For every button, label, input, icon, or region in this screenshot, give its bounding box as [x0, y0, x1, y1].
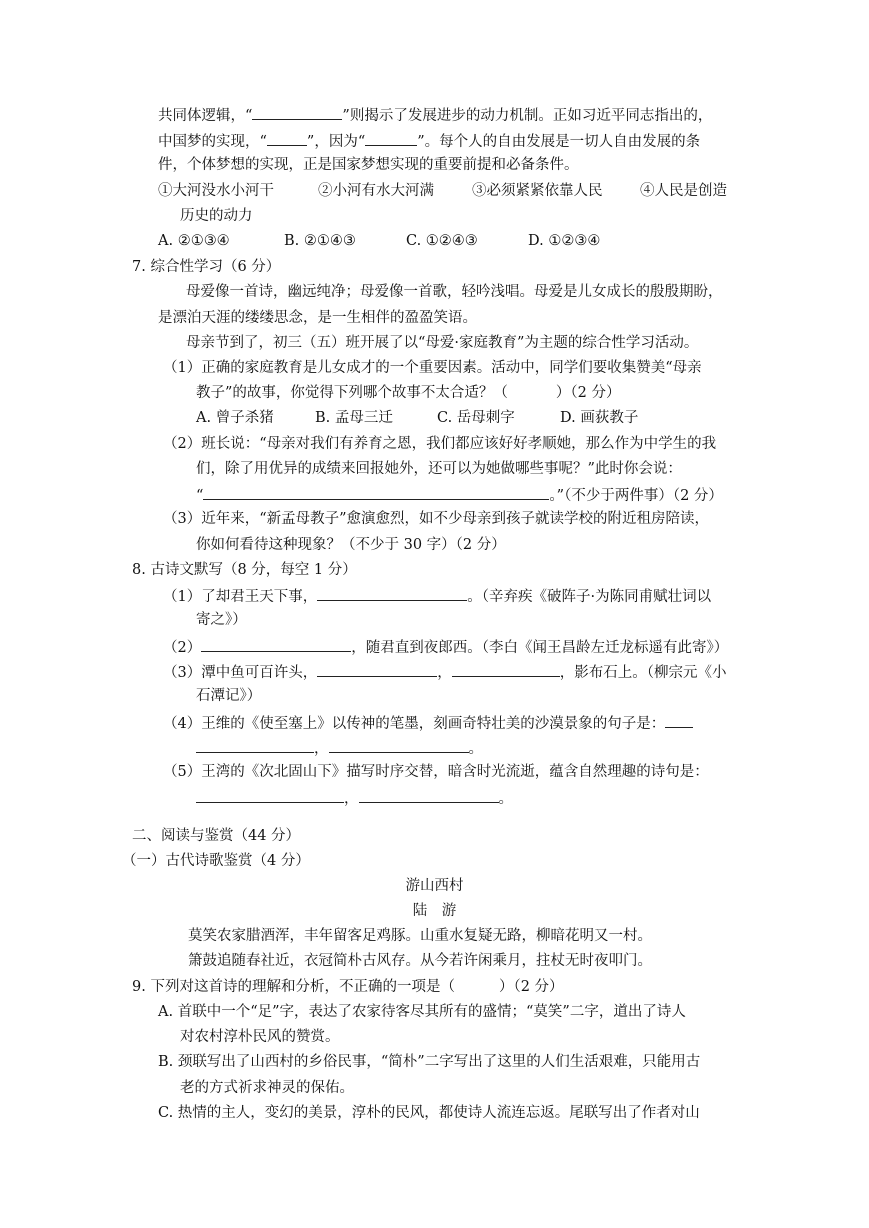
q7-sub1: （1）正确的家庭教育是儿女成才的一个重要因素。活动中，同学们要收集赞美“母亲 — [163, 360, 702, 376]
answer-blank[interactable] — [267, 130, 307, 146]
q7-sub2-answer-line: “ 。”（不少于两件事）（2 分） — [196, 484, 723, 506]
q7-paragraph-1: 母爱像一首诗，幽远纯净；母爱像一首歌，轻吟浅唱。母爱是儿女成长的殷殷期盼， — [186, 284, 723, 300]
q8-sub5-answer-line: ， 。 — [196, 787, 513, 809]
q8-sub4: （4）王维的《使至塞上》以传神的笔墨，刻画奇特壮美的沙漠景象的句子是： — [163, 712, 693, 734]
q6-choice-b[interactable]: B. ②①④③ — [284, 233, 356, 249]
q6-line-1: 共同体逻辑，“ ”则揭示了发展进步的动力机制。正如习近平同志指出的， — [158, 104, 712, 126]
q7-heading: 7. 综合性学习（6 分） — [132, 259, 281, 275]
answer-blank[interactable] — [203, 484, 549, 500]
answer-blank[interactable] — [365, 130, 417, 146]
q9-option-a[interactable]: A. 首联中一个“足”字，表达了农家待客尽其所有的盛情；“莫笑”二字，道出了诗人 — [158, 1004, 686, 1020]
q9-option-b[interactable]: B. 颈联写出了山西村的乡俗民事，“简朴”二字写出了这里的人们生活艰难，只能用古 — [158, 1054, 701, 1070]
subsection-heading: （一）古代诗歌鉴赏（4 分） — [122, 853, 310, 869]
q7-sub2-cont: 们，除了用优异的成绩来回报她外，还可以为她做哪些事呢？”此时你会说： — [196, 461, 682, 477]
answer-blank[interactable] — [665, 712, 693, 728]
poem-title: 游山西村 — [405, 878, 464, 894]
q8-sub3: （3）潭中鱼可百许头， ， ，影布石上。（柳宗元《小 — [163, 661, 726, 683]
q7-sub1-cont: 教子”的故事，你觉得下列哪个故事不太合适？（ ）（2 分） — [196, 385, 621, 401]
q8-sub5: （5）王湾的《次北固山下》描写时序交替，暗含时光流逝，蕴含自然理趣的诗句是： — [163, 764, 709, 780]
q8-sub3-cont: 石潭记》） — [196, 688, 262, 704]
q6-option-1: ①大河没水小河干 — [158, 183, 274, 199]
q7-paragraph-1-cont: 是漂泊天涯的缕缕思念，是一生相伴的盈盈笑语。 — [158, 310, 477, 326]
q8-sub4-answer-line: ， 。 — [196, 737, 483, 759]
answer-blank[interactable] — [252, 104, 342, 120]
answer-blank[interactable] — [452, 661, 560, 677]
q8-sub1-cont: 寄之》） — [196, 612, 247, 628]
poem-line-1: 莫笑农家腊酒浑，丰年留客足鸡豚。山重水复疑无路，柳暗花明又一村。 — [188, 928, 652, 944]
q7-sub2: （2）班长说：“母亲对我们有养育之恩，我们都应该好好孝顺她，那么作为中学生的我 — [163, 436, 717, 452]
poem-author: 陆 游 — [412, 903, 457, 919]
q7-sub3-cont: 你如何看待这种现象？（不少于 30 字）（2 分） — [196, 537, 506, 553]
q7-option-a[interactable]: A. 曾子杀猪 — [196, 410, 274, 426]
q7-option-c[interactable]: C. 岳母刺字 — [437, 410, 515, 426]
answer-blank[interactable] — [196, 737, 314, 753]
q7-option-d[interactable]: D. 画荻教子 — [560, 410, 639, 426]
q6-line-3: 件，个体梦想的实现，正是国家梦想实现的重要前提和必备条件。 — [158, 157, 579, 173]
q6-option-3: ③必须紧紧依靠人民 — [472, 183, 603, 199]
poem-line-2: 箫鼓追随春社近，衣冠简朴古风存。从今若许闲乘月，拄杖无时夜叩门。 — [188, 953, 652, 969]
q6-option-4-cont: 历史的动力 — [180, 208, 253, 224]
section-2-heading: 二、阅读与鉴赏（44 分） — [132, 828, 301, 844]
q6-option-4: ④人民是创造 — [640, 183, 727, 199]
q9-option-a-cont: 对农村淳朴民风的赞赏。 — [180, 1029, 340, 1045]
answer-blank[interactable] — [317, 661, 437, 677]
q8-heading: 8. 古诗文默写（8 分，每空 1 分） — [132, 562, 357, 578]
q6-line-2: 中国梦的实现，“ ”，因为“ ”。每个人的自由发展是一切人自由发展的条 — [158, 130, 700, 152]
answer-blank[interactable] — [196, 787, 344, 803]
q7-option-b[interactable]: B. 孟母三迁 — [315, 410, 393, 426]
q7-sub3: （3）近年来，“新孟母教子”愈演愈烈，如不少母亲到孩子就读学校的附近租房陪读， — [163, 511, 710, 527]
answer-blank[interactable] — [359, 787, 499, 803]
answer-blank[interactable] — [317, 585, 467, 601]
q8-sub2: （2） ，随君直到夜郎西。（李白《闻王昌龄左迁龙标遥有此寄》） — [163, 636, 728, 658]
answer-blank[interactable] — [329, 737, 469, 753]
q8-sub1: （1）了却君王天下事， 。（辛弃疾《破阵子·为陈同甫赋壮词以 — [163, 585, 711, 607]
q6-choice-a[interactable]: A. ②①③④ — [158, 233, 230, 249]
q6-choice-c[interactable]: C. ①②④③ — [406, 233, 478, 249]
answer-blank[interactable] — [201, 636, 351, 652]
q9-option-b-cont: 老的方式祈求神灵的保佑。 — [180, 1080, 354, 1096]
q6-option-2: ②小河有水大河满 — [318, 183, 434, 199]
q7-paragraph-2: 母亲节到了，初三（五）班开展了以“母爱·家庭教育”为主题的综合性学习活动。 — [186, 335, 699, 351]
q6-choice-d[interactable]: D. ①②③④ — [528, 233, 601, 249]
q9-heading: 9. 下列对这首诗的理解和分析，不正确的一项是（ ）（2 分） — [132, 979, 564, 995]
q9-option-c[interactable]: C. 热情的主人，变幻的美景，淳朴的民风，都使诗人流连忘返。尾联写出了作者对山 — [158, 1105, 700, 1121]
